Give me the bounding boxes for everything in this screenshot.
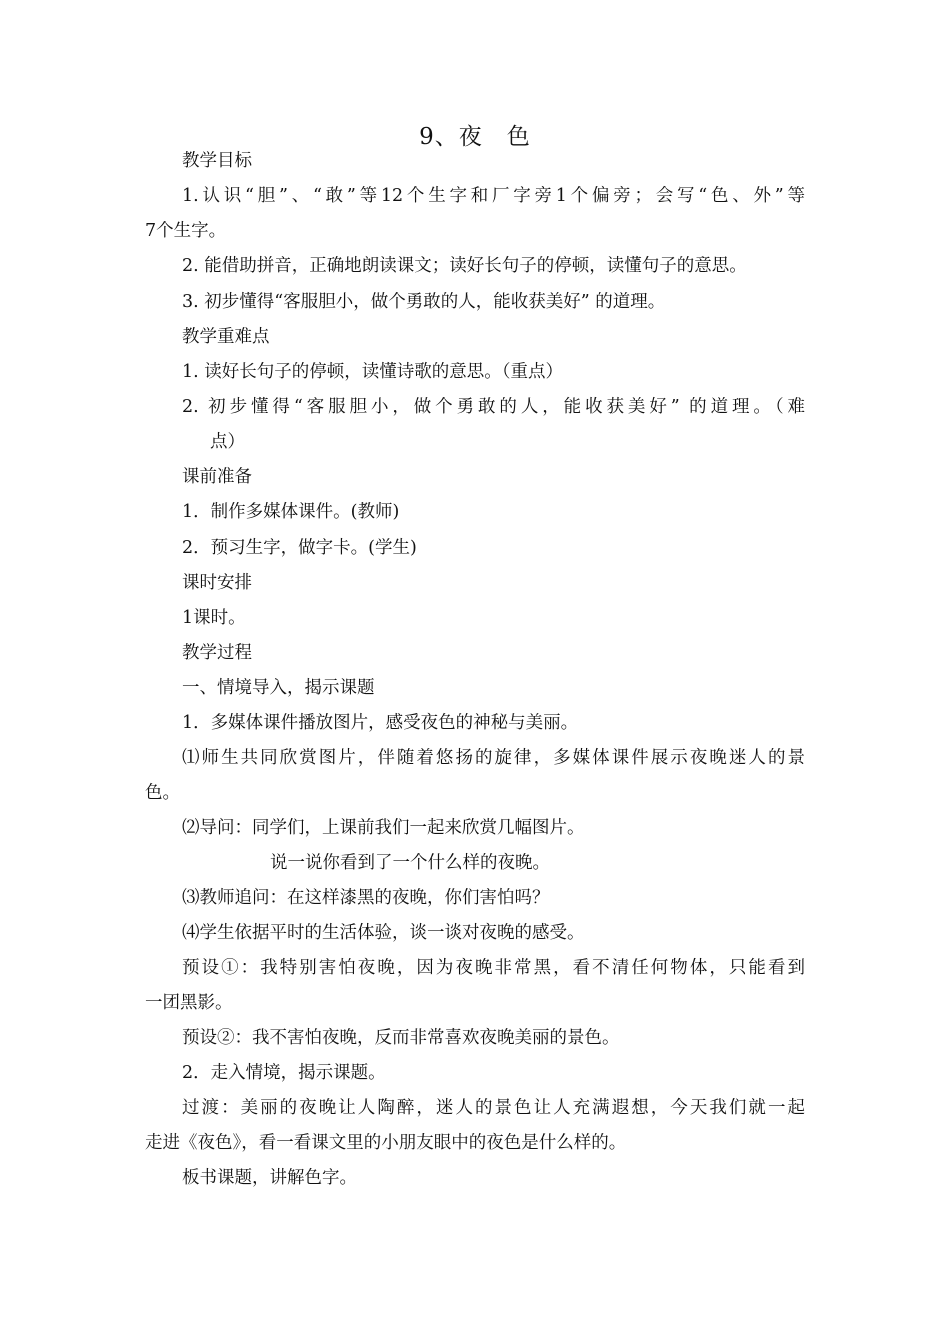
objective-3: 3. 初步懂得“客服胆小，做个勇敢的人，能收获美好” 的道理。 <box>182 292 666 312</box>
section-heading-preparation: 课前准备 <box>182 467 252 487</box>
transition-text: 过渡：美丽的夜晚让人陶醉，迷人的景色让人充满遐想，今天我们就一起 <box>182 1098 805 1118</box>
objective-1-cont: 7个生字。 <box>145 221 227 241</box>
process-step-1: 1．多媒体课件播放图片，感受夜色的神秘与美丽。 <box>182 713 579 733</box>
section-heading-process: 教学过程 <box>182 643 252 663</box>
preparation-1: 1．制作多媒体课件。(教师) <box>182 502 400 522</box>
page-title: 9、夜 色 <box>419 124 531 150</box>
process-item-3: ⑶教师追问：在这样漆黑的夜晚，你们害怕吗？ <box>182 888 550 908</box>
section-heading-key-points: 教学重难点 <box>182 327 270 347</box>
process-item-1: ⑴师生共同欣赏图片，伴随着悠扬的旋律，多媒体课件展示夜晚迷人的景 <box>182 748 805 768</box>
process-step-2: 2．走入情境，揭示课题。 <box>182 1063 386 1083</box>
preset-2: 预设②：我不害怕夜晚，反而非常喜欢夜晚美丽的景色。 <box>182 1028 620 1048</box>
key-point-2: 2. 初步懂得“客服胆小，做个勇敢的人，能收获美好” 的道理。（难 <box>182 397 805 417</box>
preset-1: 预设①：我特别害怕夜晚，因为夜晚非常黑，看不清任何物体，只能看到 <box>182 958 805 978</box>
schedule-text: 1课时。 <box>182 608 246 628</box>
preset-1-cont: 一团黑影。 <box>145 993 233 1013</box>
section-heading-schedule: 课时安排 <box>182 573 252 593</box>
objective-2: 2. 能借助拼音，正确地朗读课文；读好长句子的停顿，读懂句子的意思。 <box>182 256 747 276</box>
process-item-4: ⑷学生依据平时的生活体验，谈一谈对夜晚的感受。 <box>182 923 585 943</box>
board-writing-text: 板书课题，讲解色字。 <box>182 1168 357 1188</box>
process-item-1-cont: 色。 <box>145 783 180 803</box>
objective-1: 1.认识“胆”、“敢”等12个生字和厂字旁1个偏旁；会写“色、外”等 <box>182 186 805 206</box>
process-item-2-cont: 说一说你看到了一个什么样的夜晚。 <box>270 853 550 873</box>
process-part-1-heading: 一、情境导入，揭示课题 <box>182 678 375 698</box>
preparation-2: 2．预习生字，做字卡。(学生) <box>182 538 417 558</box>
transition-text-cont: 走进《夜色》，看一看课文里的小朋友眼中的夜色是什么样的。 <box>145 1133 627 1153</box>
key-point-2-cont: 点） <box>210 432 245 452</box>
process-item-2: ⑵导问：同学们，上课前我们一起来欣赏几幅图片。 <box>182 818 585 838</box>
key-point-1: 1. 读好长句子的停顿，读懂诗歌的意思。（重点） <box>182 362 564 382</box>
section-heading-objectives: 教学目标 <box>182 151 252 171</box>
